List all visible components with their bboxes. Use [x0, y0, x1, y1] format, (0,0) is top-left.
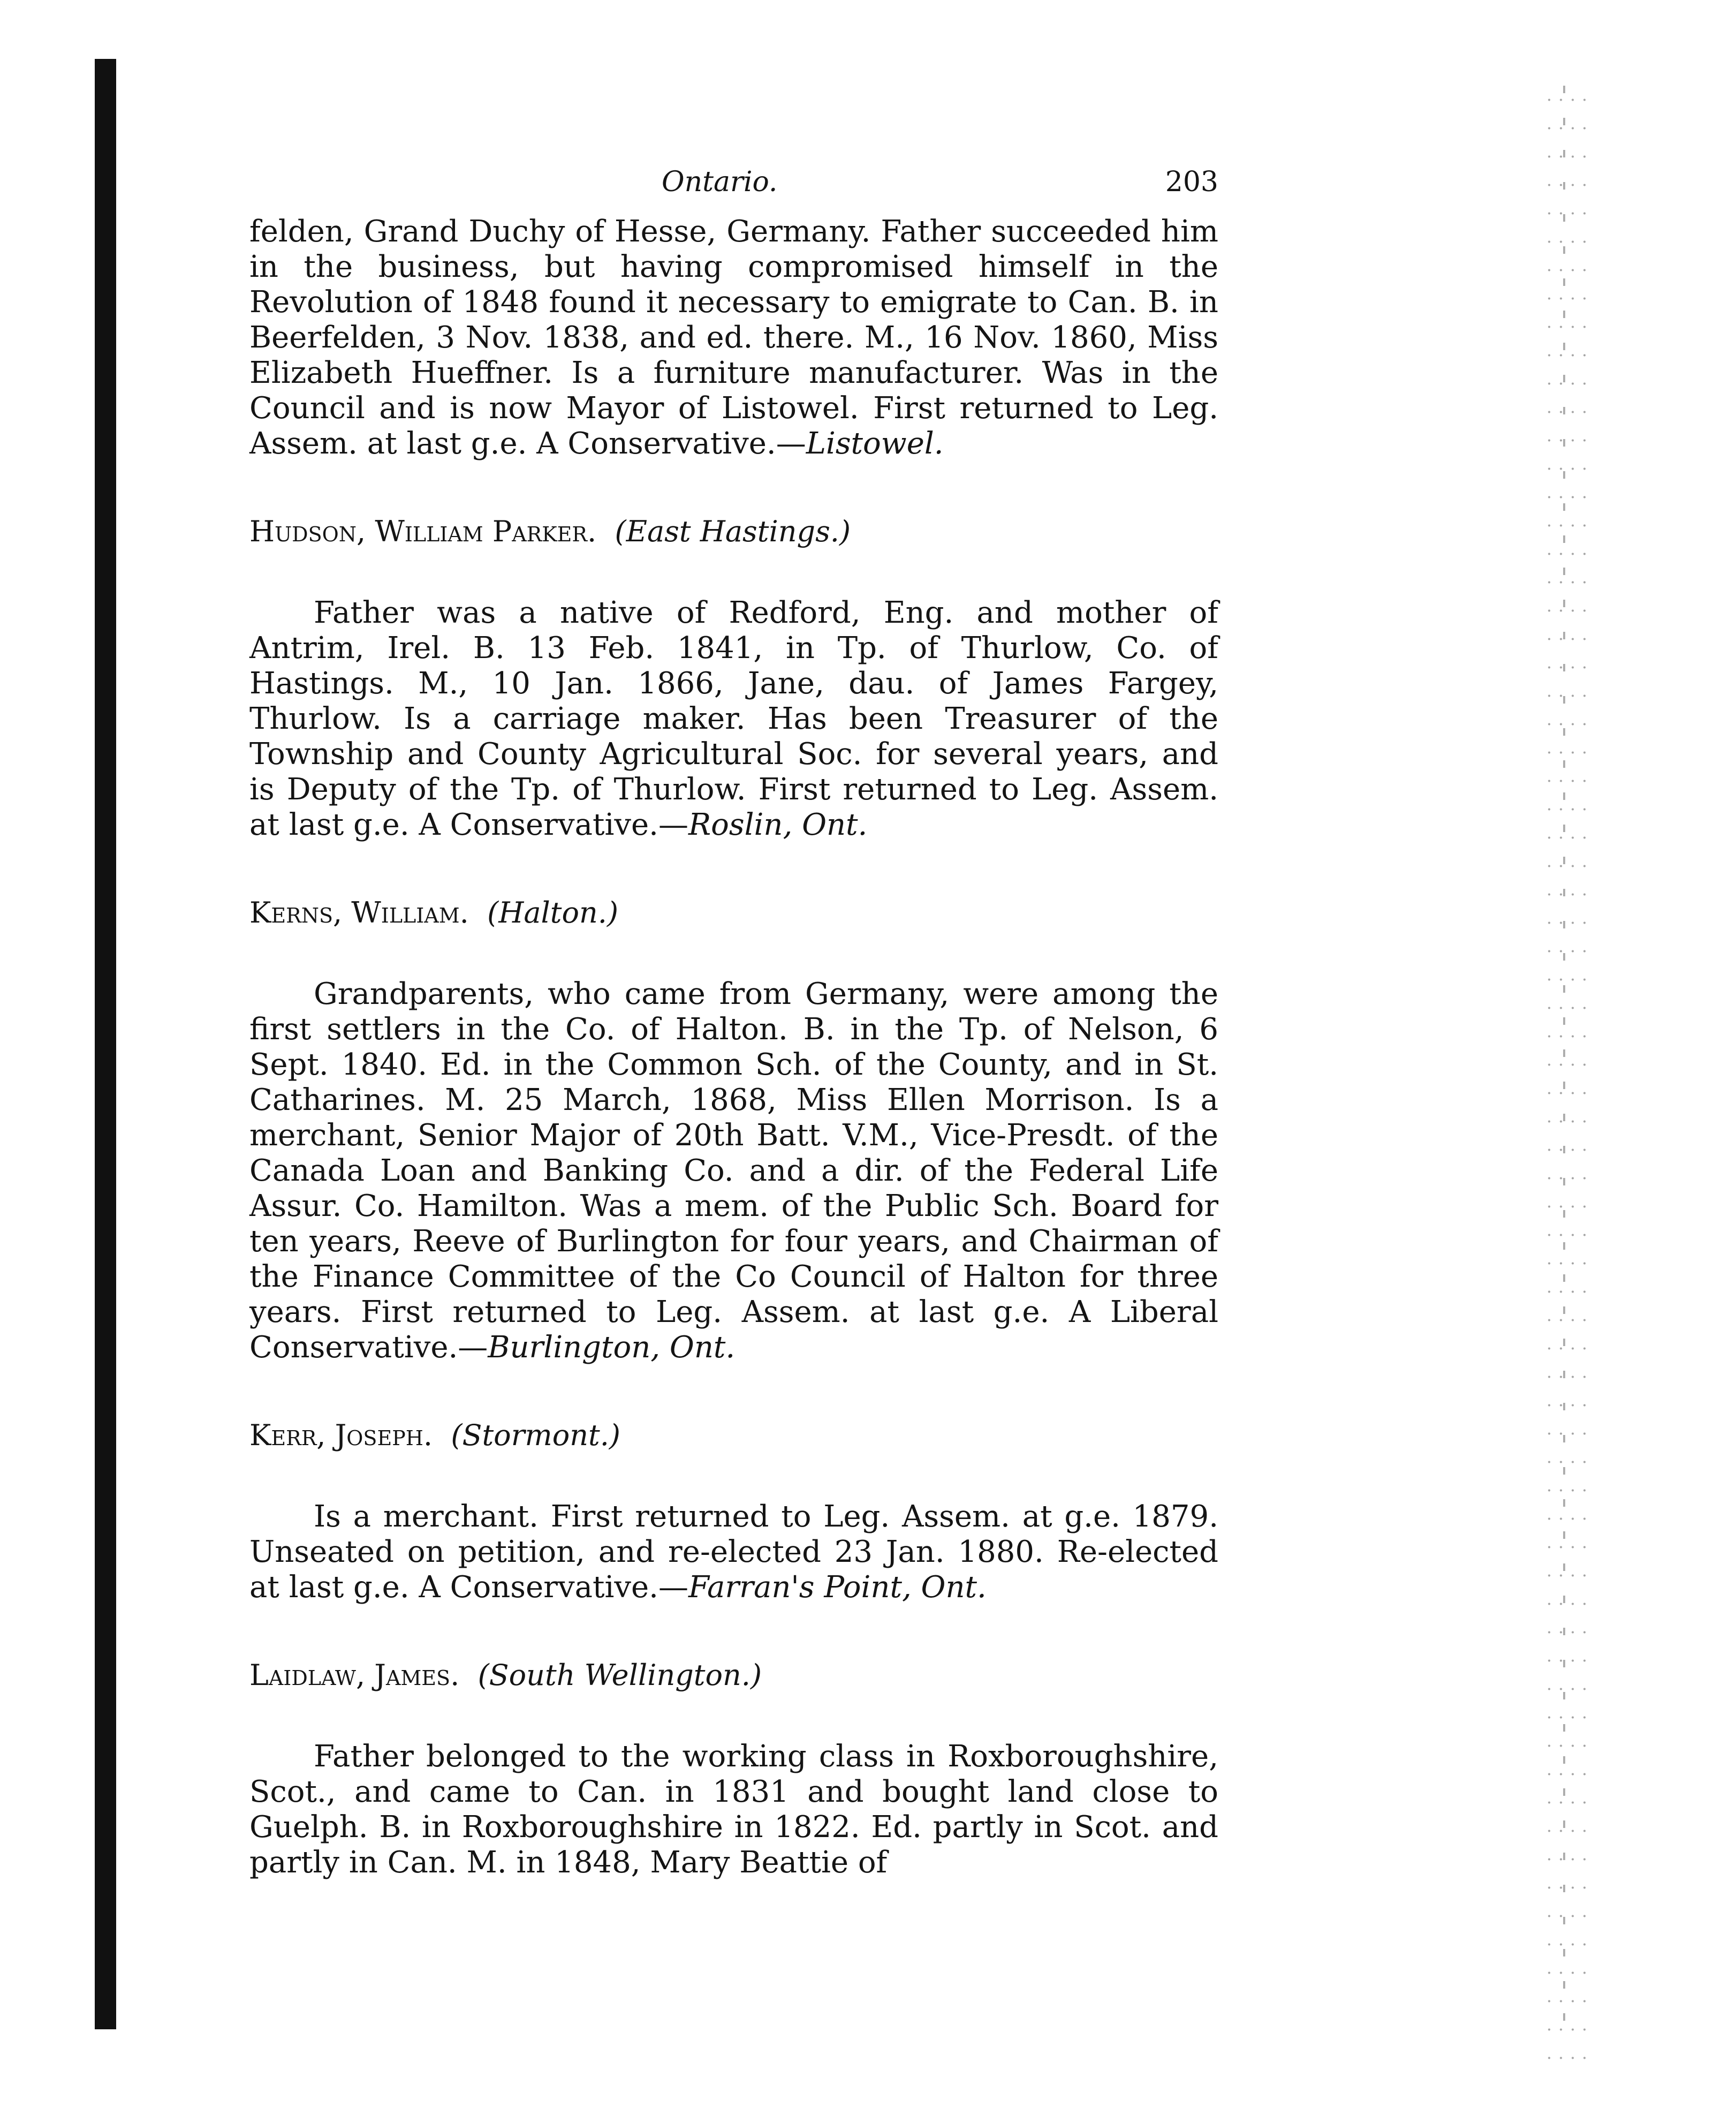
- page-number: 203: [1165, 166, 1218, 198]
- scan-noise: [1543, 86, 1586, 2067]
- riding-name: (Halton.): [487, 896, 619, 930]
- member-name: Kerns, William.: [249, 896, 469, 930]
- entry-body: [249, 595, 1218, 843]
- riding-name: (Stormont.): [451, 1418, 620, 1452]
- entry-text: Father belonged to the working class in Roxboroughshire, Scot., and came to Can. in 1831 and bought land close to Guelph. B. in Roxboroughshire in 1822. Ed. partly in Scot. and partly in Can. M. in 1848, Mary Beattie of: [249, 1739, 1218, 1880]
- running-head: [249, 166, 1218, 214]
- entry-body: [249, 1739, 1218, 1880]
- member-name: Hudson, William Parker.: [249, 515, 597, 548]
- riding-name: (South Wellington.): [477, 1658, 762, 1692]
- entry-place: Farran's Point, Ont.: [688, 1570, 987, 1605]
- scan-binding-edge: [95, 59, 116, 2029]
- entry-text: Is a merchant. First returned to Leg. Assem. at g.e. 1879. Unseated on petition, and re-elected 23 Jan. 1880. Re-elected at last g.e. A Conservative.—: [249, 1499, 1218, 1605]
- entry-body: [249, 977, 1218, 1365]
- entry-body: [249, 1499, 1218, 1605]
- member-name: Laidlaw, James.: [249, 1658, 460, 1692]
- member-name: Kerr, Joseph.: [249, 1418, 433, 1452]
- entry-heading: [249, 1418, 1218, 1453]
- entry-place: Burlington, Ont.: [488, 1330, 736, 1365]
- entry-text: Grandparents, who came from Germany, were among the first settlers in the Co. of Halton. B. in the Tp. of Nelson, 6 Sept. 1840. Ed. in the Common Sch. of the County, and in St. Catharines. M. 25 March, 1868, Miss Ellen Morrison. Is a merchant, Senior Major of 20th Batt. V.M., Vice-Presdt. of the Canada Loan and Banking Co. and a dir. of the Federal Life Assur. Co. Hamilton. Was a mem. of the Public Sch. Board for ten years, Reeve of Burlington for four years, and Chairman of the Finance Committee of the Co Council of Halton for three years. First returned to Leg. Assem. at last g.e. A Liberal Conservative.—: [249, 977, 1218, 1365]
- entry-heading: [249, 895, 1218, 931]
- entry-heading: [249, 1658, 1218, 1693]
- riding-name: (East Hastings.): [615, 515, 851, 548]
- entry-text: Father was a native of Redford, Eng. and mother of Antrim, Irel. B. 13 Feb. 1841, in Tp. of Thurlow, Co. of Hastings. M., 10 Jan. 1866, Jane, dau. of James Fargey, Thurlow. Is a carriage maker. Has been Treasurer of the Township and County Agricultural Soc. for several years, and is Deputy of the Tp. of Thurlow. First returned to Leg. Assem. at last g.e. A Conservative.—: [249, 595, 1218, 842]
- book-page: [249, 166, 1218, 1880]
- entry-heading: [249, 514, 1218, 549]
- entry-place: Roslin, Ont.: [688, 807, 868, 842]
- entry-place: Listowel.: [806, 426, 944, 461]
- continued-entry: [249, 214, 1218, 462]
- running-title: Ontario.: [662, 166, 778, 198]
- entry-text: felden, Grand Duchy of Hesse, Germany. Father succeeded him in the business, but having compromised himself in the Revolution of 1848 found it necessary to emigrate to Can. B. in Beerfelden, 3 Nov. 1838, and ed. there. M., 16 Nov. 1860, Miss Elizabeth Hueffner. Is a furniture manufacturer. Was in the Council and is now Mayor of Listowel. First returned to Leg. Assem. at last g.e. A Conservative.—: [249, 214, 1218, 461]
